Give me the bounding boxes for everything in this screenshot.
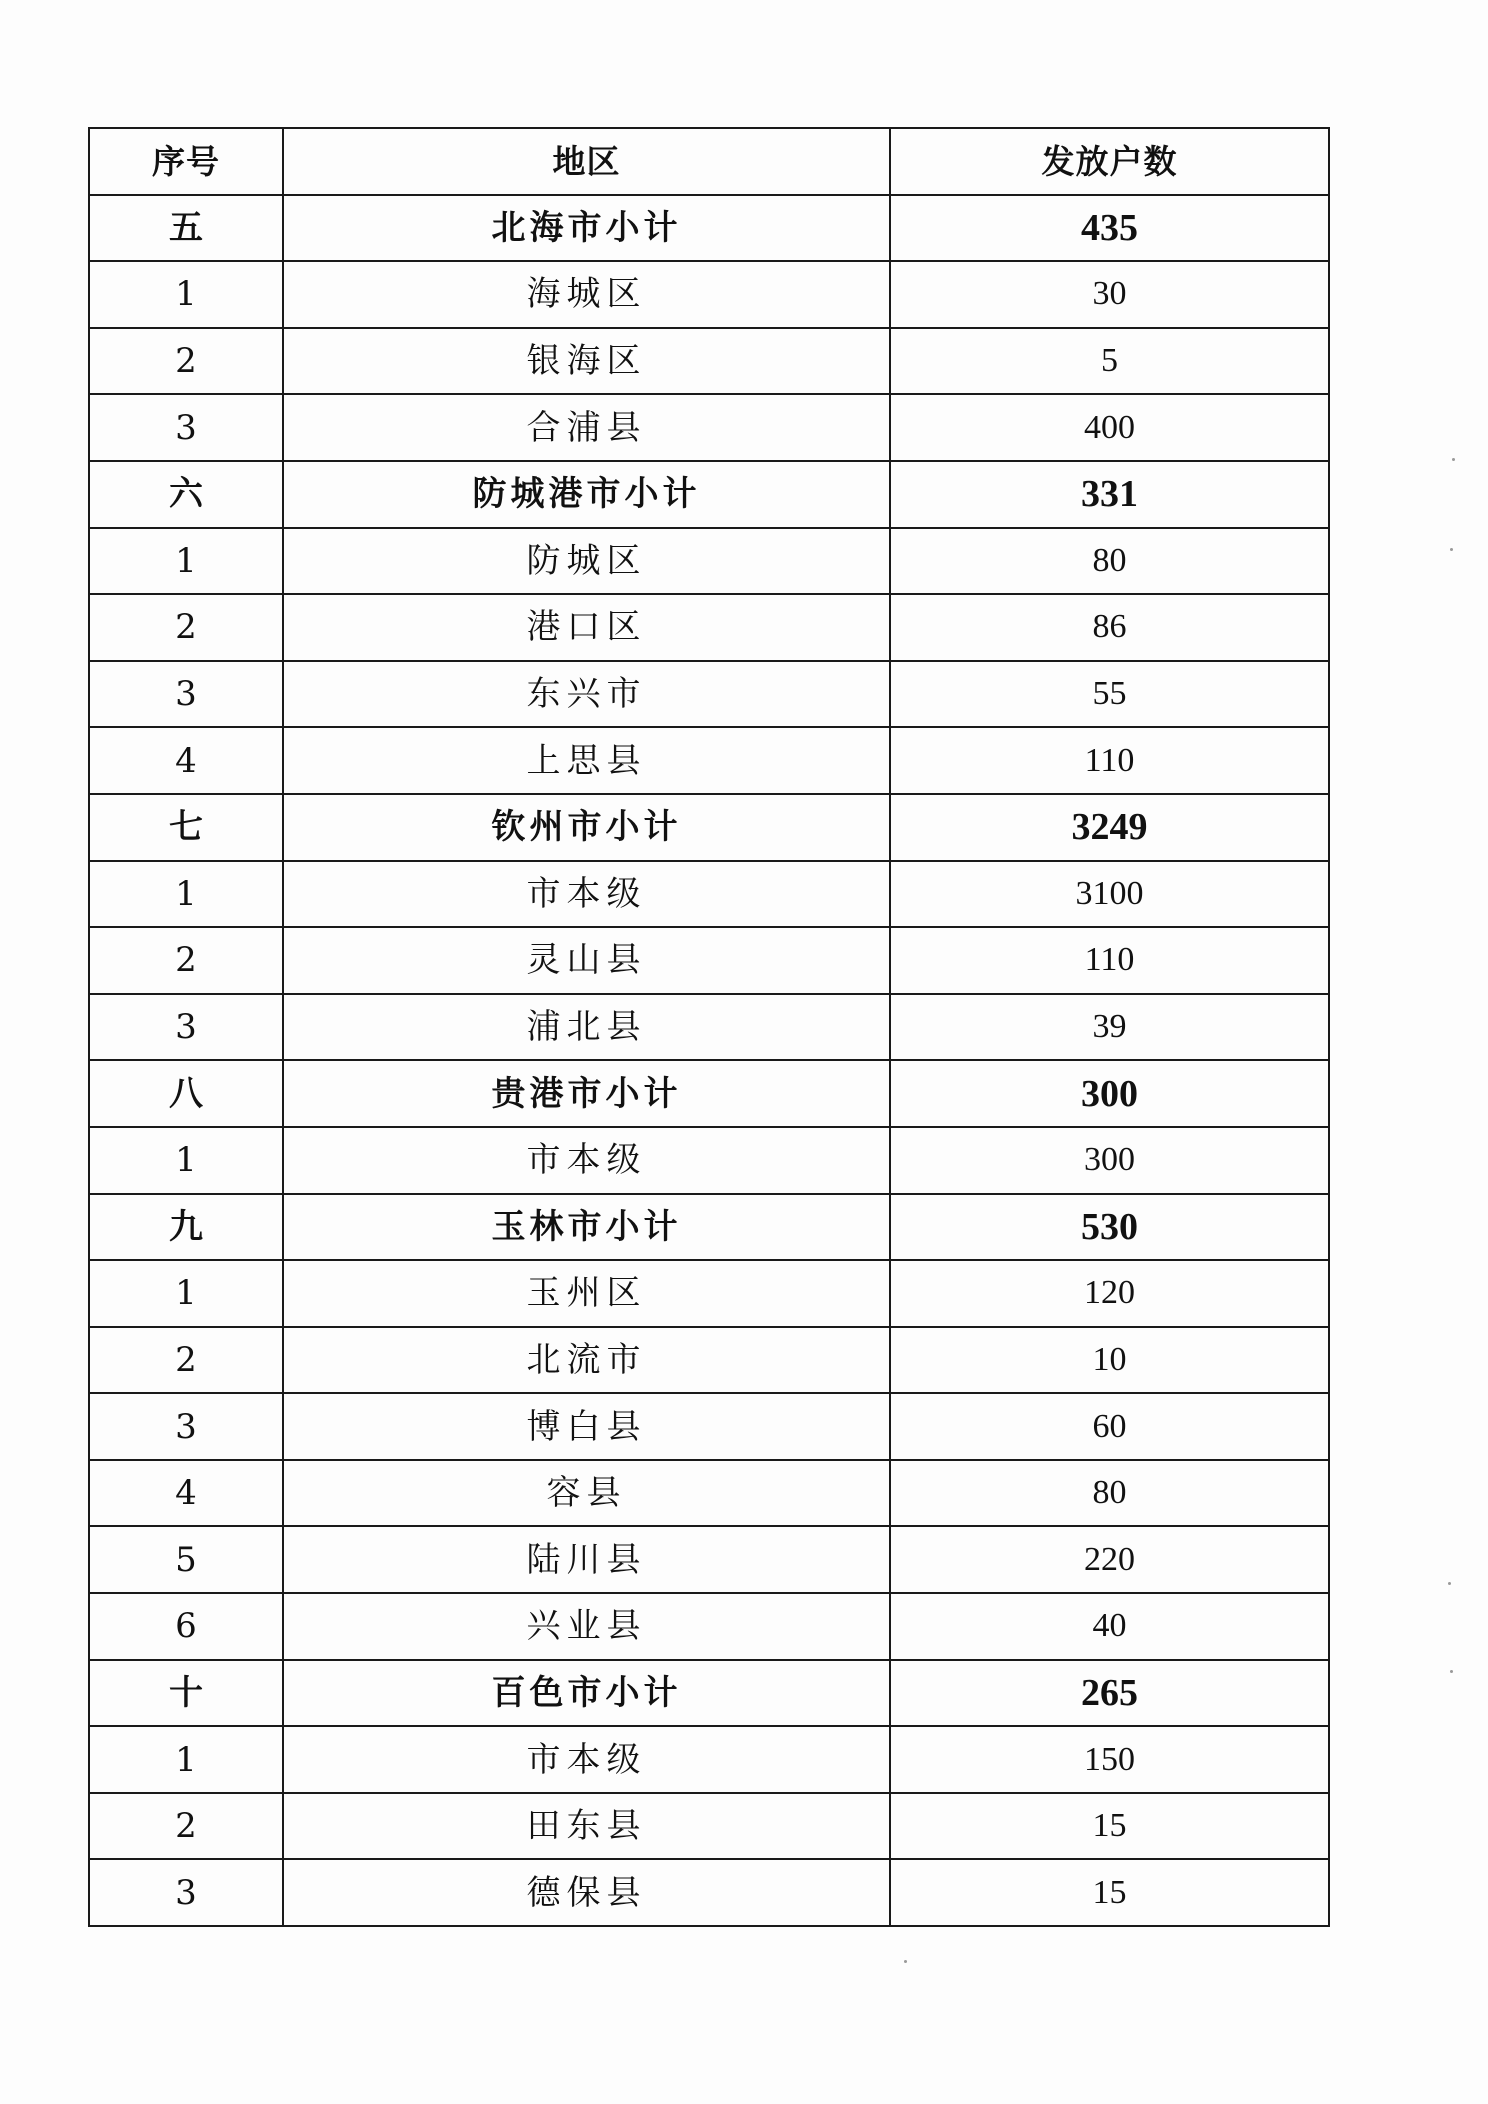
count-cell: 60 — [890, 1393, 1329, 1460]
table-row — [89, 261, 1329, 328]
area-cell: 防城区 — [283, 528, 890, 595]
seq-cell: 1 — [89, 1726, 283, 1793]
scan-speck — [1450, 1670, 1453, 1673]
count-cell: 530 — [890, 1194, 1329, 1261]
seq-cell: 3 — [89, 1393, 283, 1460]
seq-cell: 2 — [89, 1793, 283, 1860]
subtotal-row — [89, 461, 1329, 528]
table-row — [89, 861, 1329, 928]
table-row — [89, 328, 1329, 395]
table-header — [89, 128, 1329, 195]
table-row — [89, 1793, 1329, 1860]
header-row — [89, 128, 1329, 195]
count-cell: 40 — [890, 1593, 1329, 1660]
area-cell: 灵山县 — [283, 927, 890, 994]
table-row — [89, 1127, 1329, 1194]
table-row — [89, 594, 1329, 661]
table-row — [89, 1460, 1329, 1527]
table-row — [89, 528, 1329, 595]
count-cell: 110 — [890, 927, 1329, 994]
area-cell: 市本级 — [283, 1726, 890, 1793]
table-row — [89, 1726, 1329, 1793]
distribution-table — [88, 127, 1330, 1927]
table-row — [89, 1327, 1329, 1394]
scan-speck — [904, 1960, 907, 1963]
seq-cell: 2 — [89, 1327, 283, 1394]
area-cell: 德保县 — [283, 1859, 890, 1926]
count-cell: 265 — [890, 1660, 1329, 1727]
seq-cell: 六 — [89, 461, 283, 528]
count-cell: 220 — [890, 1526, 1329, 1593]
area-cell: 东兴市 — [283, 661, 890, 728]
subtotal-row — [89, 195, 1329, 262]
seq-cell: 八 — [89, 1060, 283, 1127]
seq-cell: 3 — [89, 661, 283, 728]
count-cell: 15 — [890, 1859, 1329, 1926]
count-cell: 3249 — [890, 794, 1329, 861]
area-cell: 防城港市小计 — [283, 461, 890, 528]
count-cell: 80 — [890, 528, 1329, 595]
seq-cell: 2 — [89, 594, 283, 661]
subtotal-row — [89, 1660, 1329, 1727]
table-row — [89, 927, 1329, 994]
area-cell: 港口区 — [283, 594, 890, 661]
count-cell: 435 — [890, 195, 1329, 262]
area-cell: 市本级 — [283, 1127, 890, 1194]
count-cell: 400 — [890, 394, 1329, 461]
area-cell: 北流市 — [283, 1327, 890, 1394]
seq-cell: 1 — [89, 1127, 283, 1194]
area-cell: 银海区 — [283, 328, 890, 395]
table-row — [89, 727, 1329, 794]
area-cell: 玉州区 — [283, 1260, 890, 1327]
count-cell: 110 — [890, 727, 1329, 794]
count-cell: 39 — [890, 994, 1329, 1061]
header-seq: 序号 — [89, 128, 283, 195]
count-cell: 300 — [890, 1060, 1329, 1127]
area-cell: 陆川县 — [283, 1526, 890, 1593]
count-cell: 331 — [890, 461, 1329, 528]
seq-cell: 五 — [89, 195, 283, 262]
table-row — [89, 1859, 1329, 1926]
seq-cell: 4 — [89, 1460, 283, 1527]
subtotal-row — [89, 794, 1329, 861]
table-row — [89, 394, 1329, 461]
count-cell: 150 — [890, 1726, 1329, 1793]
table-row — [89, 1593, 1329, 1660]
header-area: 地区 — [283, 128, 890, 195]
area-cell: 兴业县 — [283, 1593, 890, 1660]
area-cell: 合浦县 — [283, 394, 890, 461]
count-cell: 3100 — [890, 861, 1329, 928]
seq-cell: 4 — [89, 727, 283, 794]
table-row — [89, 1526, 1329, 1593]
seq-cell: 1 — [89, 861, 283, 928]
subtotal-row — [89, 1060, 1329, 1127]
seq-cell: 5 — [89, 1526, 283, 1593]
seq-cell: 3 — [89, 394, 283, 461]
scan-speck — [1448, 1582, 1451, 1585]
seq-cell: 1 — [89, 528, 283, 595]
count-cell: 10 — [890, 1327, 1329, 1394]
area-cell: 北海市小计 — [283, 195, 890, 262]
table-row — [89, 1260, 1329, 1327]
table-row — [89, 1393, 1329, 1460]
scan-speck — [1450, 548, 1453, 551]
area-cell: 百色市小计 — [283, 1660, 890, 1727]
scan-speck — [1452, 458, 1455, 461]
area-cell: 博白县 — [283, 1393, 890, 1460]
area-cell: 容县 — [283, 1460, 890, 1527]
count-cell: 5 — [890, 328, 1329, 395]
count-cell: 30 — [890, 261, 1329, 328]
area-cell: 上思县 — [283, 727, 890, 794]
count-cell: 300 — [890, 1127, 1329, 1194]
count-cell: 55 — [890, 661, 1329, 728]
table-row — [89, 994, 1329, 1061]
area-cell: 浦北县 — [283, 994, 890, 1061]
seq-cell: 6 — [89, 1593, 283, 1660]
area-cell: 田东县 — [283, 1793, 890, 1860]
area-cell: 玉林市小计 — [283, 1194, 890, 1261]
count-cell: 80 — [890, 1460, 1329, 1527]
table-body — [89, 195, 1329, 1926]
seq-cell: 九 — [89, 1194, 283, 1261]
seq-cell: 3 — [89, 1859, 283, 1926]
count-cell: 120 — [890, 1260, 1329, 1327]
area-cell: 海城区 — [283, 261, 890, 328]
seq-cell: 2 — [89, 328, 283, 395]
seq-cell: 1 — [89, 261, 283, 328]
table-row — [89, 661, 1329, 728]
seq-cell: 十 — [89, 1660, 283, 1727]
area-cell: 市本级 — [283, 861, 890, 928]
header-count: 发放户数 — [890, 128, 1329, 195]
seq-cell: 2 — [89, 927, 283, 994]
count-cell: 15 — [890, 1793, 1329, 1860]
area-cell: 贵港市小计 — [283, 1060, 890, 1127]
seq-cell: 3 — [89, 994, 283, 1061]
seq-cell: 七 — [89, 794, 283, 861]
subtotal-row — [89, 1194, 1329, 1261]
count-cell: 86 — [890, 594, 1329, 661]
seq-cell: 1 — [89, 1260, 283, 1327]
area-cell: 钦州市小计 — [283, 794, 890, 861]
